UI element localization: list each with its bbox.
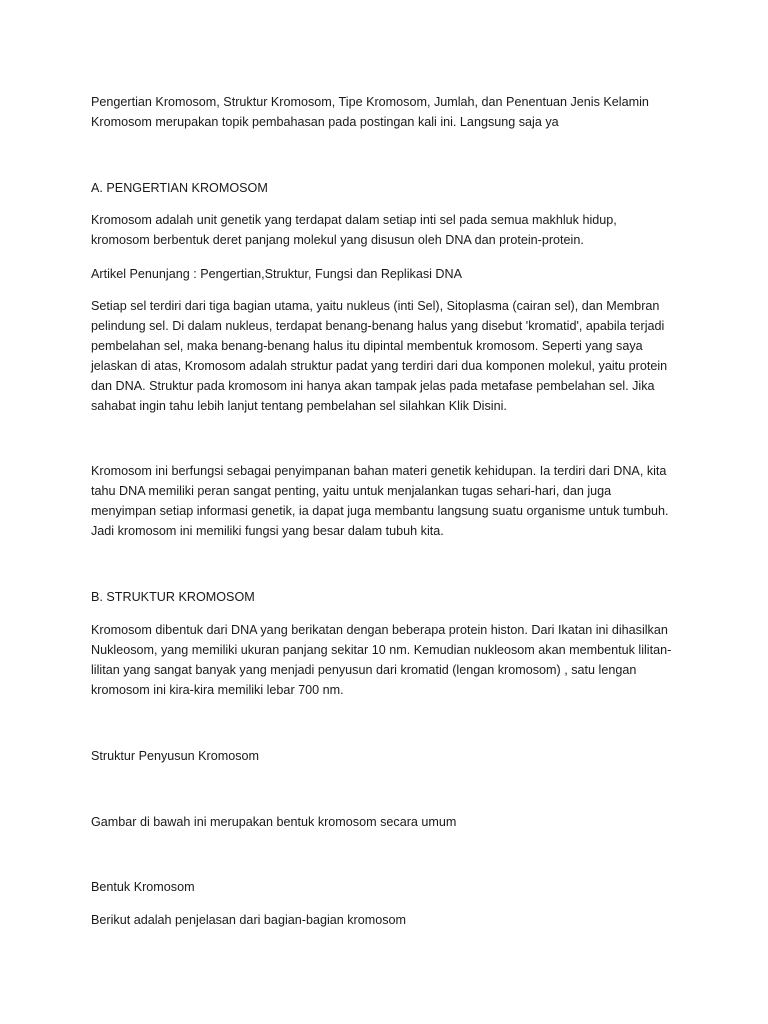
text-line: dan DNA. Struktur pada kromosom ini hanya akan tampak jelas pada metafase pembelahan sel. Jika [91, 379, 655, 393]
text-line: Kromosom adalah unit genetik yang terdapat dalam setiap inti sel pada semua makhluk hidup, [91, 213, 617, 227]
text-line: kromosom berbentuk deret panjang molekul yang disusun oleh DNA dan protein-protein. [91, 233, 584, 247]
text-line: menyimpan setiap informasi genetik, ia dapat juga membantu langsung suatu organisme untuk tumbuh. [91, 504, 669, 518]
section-b-paragraph-1 [91, 620, 691, 700]
section-a-paragraph-3 [91, 461, 691, 541]
text-line: Setiap sel terdiri dari tiga bagian utama, yaitu nukleus (inti Sel), Sitoplasma (cairan sel), dan Membran [91, 299, 660, 313]
text-line: Jadi kromosom ini memiliki fungsi yang besar dalam tubuh kita. [91, 524, 444, 538]
section-b-heading: B. STRUKTUR KROMOSOM [91, 590, 255, 604]
text-line: jelaskan di atas, Kromosom adalah struktur padat yang terdiri dari dua komponen molekul, yaitu protein [91, 359, 668, 373]
intro-paragraph [91, 92, 691, 132]
text-line: kromosom ini kira-kira memiliki lebar 700 nm. [91, 683, 344, 697]
section-a-paragraph-2 [91, 296, 691, 416]
text-line: Kromosom ini berfungsi sebagai penyimpanan bahan materi genetik kehidupan. Ia terdiri dari DNA, kita [91, 464, 667, 478]
section-a-paragraph-1 [91, 210, 691, 250]
related-article-link[interactable]: Artikel Penunjang : Pengertian,Struktur, Fungsi dan Replikasi DNA [91, 267, 463, 281]
text-line: Nukleosom, yang memiliki ukuran panjang sekitar 10 nm. Kemudian nukleosom akan membentuk lilitan- [91, 643, 672, 657]
intro-line-2: Kromosom merupakan topik pembahasan pada postingan kali ini. Langsung saja ya [91, 115, 559, 129]
section-a-heading: A. PENGERTIAN KROMOSOM [91, 181, 268, 195]
text-line: lilitan yang sangat banyak yang menjadi penyusun dari kromatid (lengan kromosom) , satu lengan [91, 663, 637, 677]
parts-intro-text: Berikut adalah penjelasan dari bagian-bagian kromosom [91, 913, 407, 927]
image-intro-text: Gambar di bawah ini merupakan bentuk kromosom secara umum [91, 815, 457, 829]
shape-subheading: Bentuk Kromosom [91, 880, 195, 894]
text-line: tahu DNA memiliki peran sangat penting, yaitu untuk menjalankan tugas sehari-hari, dan juga [91, 484, 612, 498]
intro-line-1: Pengertian Kromosom, Struktur Kromosom, Tipe Kromosom, Jumlah, dan Penentuan Jenis Kelamin [91, 95, 649, 109]
structure-subheading: Struktur Penyusun Kromosom [91, 749, 259, 763]
text-line: pelindung sel. Di dalam nukleus, terdapat benang-benang halus yang disebut 'kromatid', apabila terjadi [91, 319, 665, 333]
text-line: sahabat ingin tahu lebih lanjut tentang pembelahan sel silahkan Klik Disini. [91, 399, 507, 413]
text-line: pembelahan sel, maka benang-benang halus itu dipintal membentuk kromosom. Seperti yang saya [91, 339, 643, 353]
text-line: Kromosom dibentuk dari DNA yang berikatan dengan beberapa protein histon. Dari Ikatan ini dihasilkan [91, 623, 668, 637]
